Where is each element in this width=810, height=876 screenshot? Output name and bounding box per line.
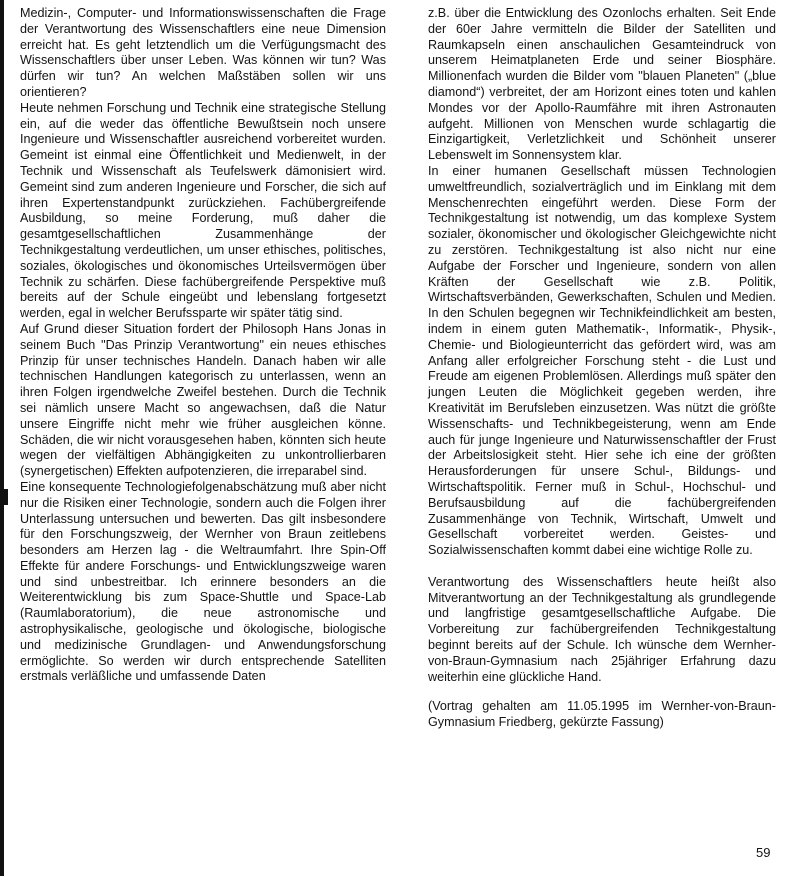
- paragraph-lecture-note: (Vortrag gehalten am 11.05.1995 im Wernher-von-Braun-Gymnasium Friedberg, gekürzte Fassung): [428, 699, 776, 730]
- scan-margin-mark: [4, 489, 8, 505]
- page-number: 59: [756, 845, 771, 860]
- paragraph-conclusion: Verantwortung des Wissenschaftlers heute heißt also Mitverantwortung an der Technikgestaltung als grundlegende und langfristige gesamtgesellschaftliche Aufgabe. Die Vorbereitung zur fachübergreifenden Technikgestaltung beginnt bereits auf der Schule. Ich wünsche dem Wernher-von-Braun-Gymnasium nach 25jähriger Erfahrung dazu weiterhin eine glückliche Hand.: [428, 574, 776, 684]
- paragraph-responsibility-intro: Medizin-, Computer- und Informationswissenschaften die Frage der Verantwortung des Wissenschaftlers eine neue Dimension erreicht hat. Es geht letztendlich um die Verfügungsmacht des Wissenschaftlers über unser Leben. Was können wir tun? Was dürfen wir tun? An welchen Maßstäben sollen wir uns orientieren?: [20, 6, 386, 99]
- paragraph-strategic-position: Heute nehmen Forschung und Technik eine strategische Stellung ein, auf die weder das öffentliche Bewußtsein noch unsere Ingenieure und Wissenschaftler ausreichend vorbereitet wurden. Gemeint ist einmal eine Öffentlichkeit und Medienwelt, in der Technik und Wissenschaft als Teufelswerk dämonisiert wird. Gemeint sind zum anderen Ingenieure und Forscher, die sich auf ihren Expertenstandpunkt zurückziehen. Fachübergreifende Ausbildung, so meine Forderung, muß daher die gesamtgesellschaftlichen Zusammenhänge der Technikgestaltung verdeutlichen, um unser ethisches, politisches, soziales, ökologisches und ökonomisches Urteilsvermögen über Technik zu schärfen. Diese fachübergreifende Perspektive muß bereits auf der Schule eingeübt und lebenslang fortgesetzt werden, egal in welcher Berufssparte wir später tätig sind.: [20, 100, 386, 321]
- paragraph-ozone-satellites: z.B. über die Entwicklung des Ozonlochs erhalten. Seit Ende der 60er Jahre vermitteln die Bilder der Satelliten und Raumkapseln einen anschaulichen Gesamteindruck von unserem Heimatplaneten Erde und seiner Biosphäre. Millionenfach wurden die Bilder vom "blauen Planeten" („blue diamond“) verbreitet, der am Horizont eines toten und kahlen Mondes vor der Apollo-Raumfähre mit ihren Astronauten aufgeht. Millionen von Menschen wurde schlagartig die Einzigartigkeit, Verletzlichkeit und Schönheit unserer Lebenswelt im Sonnensystem klar.: [428, 6, 776, 163]
- paragraph-technology-assessment: Eine konsequente Technologiefolgenabschätzung muß aber nicht nur die Risiken einer Technologie, sondern auch die Folgen ihrer Unterlassung untersuchen und bewerten. Das gilt insbesondere für den Forschungszweig, der Wernher von Braun zeitlebens besonders am Herzen lag - die Weltraumfahrt. Ihre Spin-Off Effekte für andere Forschungs- und Entwicklungszweige waren und sind unbestreitbar. Ich erinnere besonders an die Weiterentwicklung bis zum Space-Shuttle und Space-Lab (Raumlaboratorium), die neue astronomische und astrophysikalische, geologische und ökologische, biologische und medizinische Grundlagen- und Anwendungsforschung ermöglichte. So werden wir durch entsprechende Satelliten erstmals verläßliche und umfassende Daten: [20, 479, 386, 684]
- paragraph-hans-jonas: Auf Grund dieser Situation fordert der Philosoph Hans Jonas in seinem Buch "Das Prinzip Verantwortung" ein neues ethisches Prinzip für unser technisches Handeln. Danach haben wir alle technischen Handlungen kategorisch zu unterlassen, wenn an ihren Folgen irgendwelche Zweifel bestehen. Durch die Technik sei nämlich unsere Macht so angewachsen, daß die Natur unsere Eingriffe nicht mehr wie früher ausgleichen könne. Schäden, die wir nicht vorausgesehen haben, könnten sich heute wegen der vielfältigen Abhängigkeiten zu unkontrollierbaren (synergetischen) Effekten aufpotenzieren, die irreparabel sind.: [20, 321, 386, 479]
- left-text-column: [20, 6, 386, 685]
- paragraph-humane-society: In einer humanen Gesellschaft müssen Technologien umweltfreundlich, sozialverträglich und im Einklang mit dem Menschenrechten eingeführt werden. Diese Form der Technikgestaltung ist notwendig, um das komplexe System sozialer, ökonomischer und ökologischer Gleichgewichte nicht zu zerstören. Technikgestaltung ist also nicht nur eine Aufgabe der Forscher und Ingenieure, sondern von allen Kräften der Gesellschaft wie z.B. Politik, Wirtschaftsverbänden, Gewerkschaften, Schulen und Medien. In den Schulen begegnen wir Technikfeindlichkeit am besten, indem in einem guten Mathematik-, Informatik-, Physik-, Chemie- und Biologieunterricht das gefördert wird, was am Anfang aller erfolgreicher Forschung steht - die Lust und Freude am eigenen Problemlösen. Allerdings muß später den jungen Leuten die Möglichkeit gegeben werden, ihre Kreativität im Berufsleben einzusetzen. Was nützt die größte Wissenschafts- und Technikbegeisterung, wenn am Ende auch für junge Ingenieure und Naturwissenschaftler der Frust der Arbeitslosigkeit steht. Hier sehe ich eine der größten Herausforderungen für unsere Schul-, Bildungs- und Wirtschaftspolitik. Ferner muß in Schul-, Hochschul- und Berufsausbildung auf die fachübergreifenden Zusammenhänge von Technik, Wirtschaft, Umwelt und Gesellschaft vorbereitet werden. Geistes- und Sozialwissenschaften kommt dabei eine wichtige Rolle zu.: [428, 163, 776, 558]
- scan-page-edge: [0, 0, 4, 876]
- right-text-column: [428, 6, 776, 731]
